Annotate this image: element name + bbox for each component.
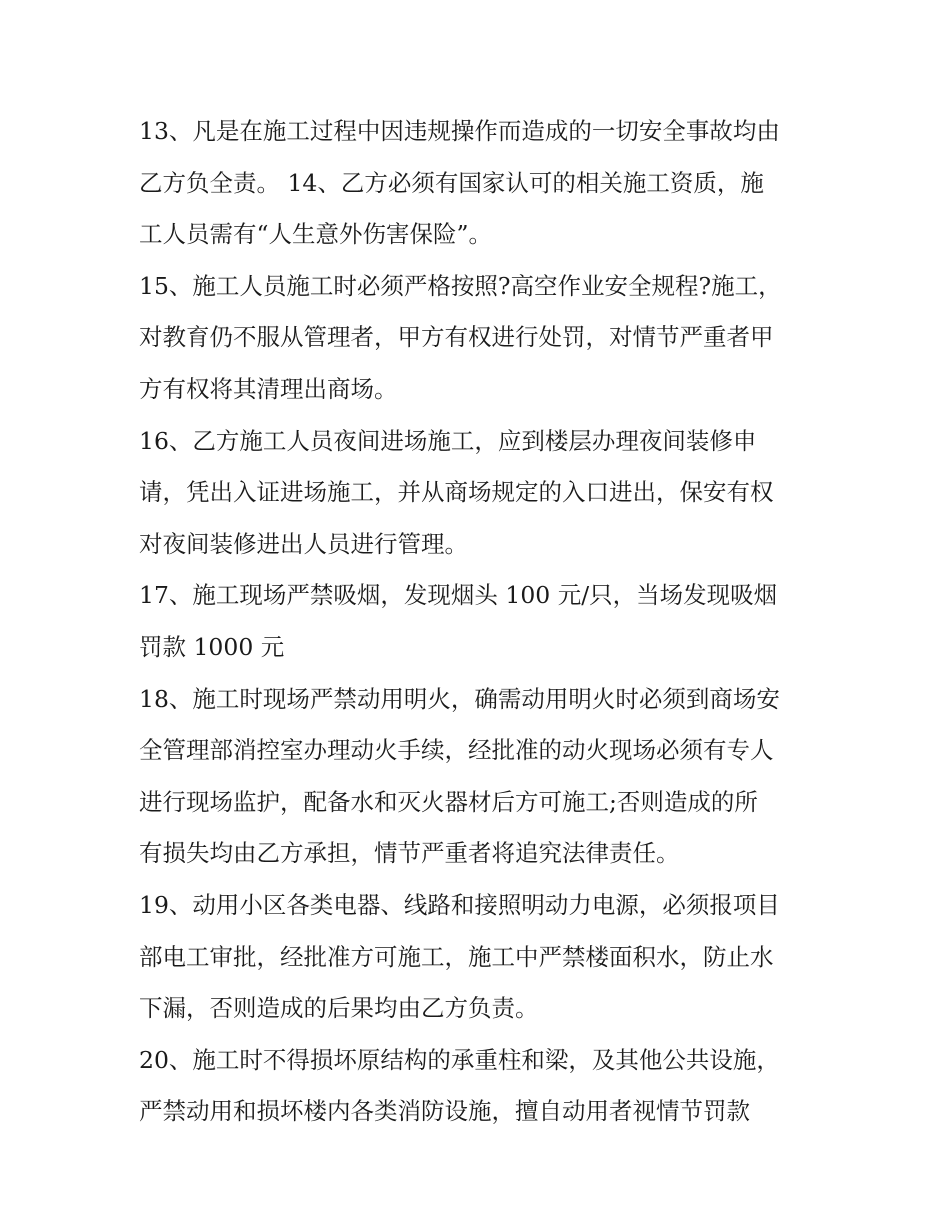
- text-line: 18、施工时现场严禁动用明火，确需动用明火时必须到商场安: [139, 684, 780, 713]
- text-line: 15、施工人员施工时必须严格按照?高空作业安全规程?施工，: [139, 271, 782, 300]
- text-line: 对夜间装修进出人员进行管理。: [139, 529, 468, 558]
- text-line: 下漏，否则造成的后果均由乙方负责。: [139, 994, 539, 1023]
- text-line: 请，凭出入证进场施工，并从商场规定的入口进出，保安有权: [139, 478, 774, 507]
- text-line: 13、凡是在施工过程中因违规操作而造成的一切安全事故均由: [139, 117, 780, 145]
- text-line: 全管理部消控室办理动火手续，经批准的动火现场必须有专人: [139, 736, 774, 765]
- document-body: [139, 106, 819, 1138]
- text-line: 16、乙方施工人员夜间进场施工，应到楼层办理夜间装修申: [139, 426, 757, 455]
- text-line: 对教育仍不服从管理者，甲方有权进行处罚，对情节严重者甲: [139, 323, 774, 352]
- text-line: 20、施工时不得损坏原结构的承重柱和梁，及其他公共设施，: [139, 1045, 780, 1074]
- text-line: 乙方负全责。 14、乙方必须有国家认可的相关施工资质，施: [139, 168, 764, 197]
- text-line: 17、施工现场严禁吸烟，发现烟头 100 元/只，当场发现吸烟: [139, 581, 778, 610]
- text-line: 严禁动用和损坏楼内各类消防设施，擅自动用者视情节罚款: [139, 1097, 750, 1126]
- text-line: 进行现场监护，配备水和灭火器材后方可施工;否则造成的所: [139, 787, 758, 816]
- text-line: 方有权将其清理出商场。: [139, 374, 398, 403]
- text-line: 有损失均由乙方承担，情节严重者将追究法律责任。: [139, 839, 680, 868]
- text-line: 工人员需有“人生意外伤害保险”。: [139, 220, 493, 249]
- text-line: 部电工审批，经批准方可施工，施工中严禁楼面积水，防止水: [139, 942, 774, 971]
- text-line: 罚款 1000 元: [139, 632, 285, 661]
- text-line: 19、动用小区各类电器、线路和接照明动力电源，必须报项目: [139, 890, 780, 919]
